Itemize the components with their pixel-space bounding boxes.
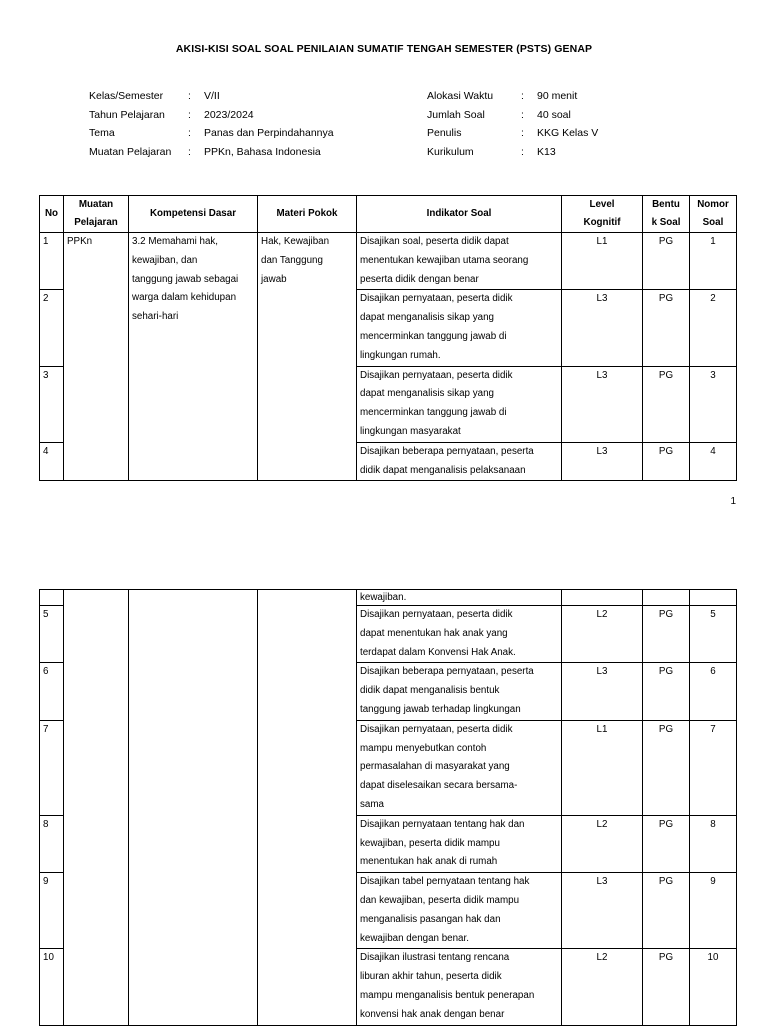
cell-no: 3: [40, 366, 64, 442]
table-row: [40, 233, 737, 290]
info-value: V/II: [204, 90, 220, 102]
info-value: K13: [537, 146, 556, 159]
cell-bentuk-soal: PG: [643, 663, 690, 720]
kisi-kisi-table-page-1: [39, 195, 737, 481]
table-header-row: [40, 196, 737, 233]
info-colon: :: [521, 127, 524, 140]
cell-bentuk-soal: [643, 590, 690, 606]
cell-level-kognitif: L2: [562, 606, 643, 663]
cell-muatan-pelajaran: PPKn: [64, 233, 129, 481]
info-row-kelas-semester: [89, 87, 334, 106]
cell-nomor-soal: 2: [690, 290, 737, 366]
cell-bentuk-soal: PG: [643, 366, 690, 442]
cell-no: 1: [40, 233, 64, 290]
cell-indikator-soal: Disajikan pernyataan, peserta didik mampu menyebutkan contoh permasalahan di masyarakat yang dapat diselesaikan secara bersama- sama: [357, 720, 562, 815]
info-row-tahun-pelajaran: [89, 106, 334, 125]
header-muatan-pelajaran: Muatan Pelajaran: [64, 196, 129, 233]
cell-bentuk-soal: PG: [643, 442, 690, 481]
table-row-continuation: [40, 590, 737, 606]
cell-indikator-soal: Disajikan beberapa pernyataan, peserta didik dapat menganalisis bentuk tanggung jawab terhadap lingkungan: [357, 663, 562, 720]
info-row-muatan-pelajaran: [89, 143, 334, 162]
page-title: AKISI-KISI SOAL SOAL PENILAIAN SUMATIF TENGAH SEMESTER (PSTS) GENAP: [175, 43, 593, 55]
info-colon: :: [188, 90, 191, 102]
cell-indikator-soal: Disajikan pernyataan, peserta didik dapat menganalisis sikap yang mencerminkan tanggung jawab di lingkungan masyarakat: [357, 366, 562, 442]
cell-bentuk-soal: PG: [643, 290, 690, 366]
cell-kompetensi-dasar: 3.2 Memahami hak, kewajiban, dan tanggung jawab sebagai warga dalam kehidupan sehari-hari: [129, 233, 258, 481]
cell-indikator-soal: Disajikan pernyataan, peserta didik dapat menganalisis sikap yang mencerminkan tanggung jawab di lingkungan rumah.: [357, 290, 562, 366]
info-colon: :: [521, 146, 524, 159]
info-value: 40 soal: [537, 108, 571, 121]
page-number: 1: [730, 496, 736, 507]
header-kompetensi-dasar: Kompetensi Dasar: [129, 196, 258, 233]
cell-indikator-soal: Disajikan tabel pernyataan tentang hak dan kewajiban, peserta didik mampu menganalisis pasangan hak dan kewajiban dengan benar.: [357, 873, 562, 949]
cell-indikator-soal: Disajikan pernyataan, peserta didik dapat menentukan hak anak yang terdapat dalam Konvensi Hak Anak.: [357, 606, 562, 663]
info-value: KKG Kelas V: [537, 127, 599, 140]
info-row-penulis: [427, 124, 598, 143]
info-row-tema: [89, 124, 334, 143]
info-row-jumlah-soal: [427, 106, 598, 125]
info-value: 90 menit: [537, 90, 578, 102]
info-label: Kurikulum: [427, 146, 474, 159]
cell-bentuk-soal: PG: [643, 815, 690, 872]
cell-kompetensi-dasar: [129, 590, 258, 1026]
header-nomor-soal: Nomor Soal: [690, 196, 737, 233]
cell-no: 10: [40, 949, 64, 1025]
cell-no: 6: [40, 663, 64, 720]
cell-level-kognitif: L3: [562, 442, 643, 481]
cell-level-kognitif: L3: [562, 663, 643, 720]
cell-no: 5: [40, 606, 64, 663]
cell-nomor-soal: 10: [690, 949, 737, 1025]
cell-no: 4: [40, 442, 64, 481]
cell-level-kognitif: L2: [562, 949, 643, 1025]
cell-nomor-soal: 9: [690, 873, 737, 949]
header-indikator-soal: Indikator Soal: [357, 196, 562, 233]
cell-level-kognitif: L2: [562, 815, 643, 872]
header-level-kognitif: Level Kognitif: [562, 196, 643, 233]
cell-bentuk-soal: PG: [643, 720, 690, 815]
info-colon: :: [521, 90, 524, 102]
info-value: 2023/2024: [204, 108, 254, 121]
cell-level-kognitif: L3: [562, 366, 643, 442]
info-label: Penulis: [427, 127, 462, 140]
cell-nomor-soal: 8: [690, 815, 737, 872]
cell-level-kognitif: L1: [562, 233, 643, 290]
cell-indikator-soal: Disajikan ilustrasi tentang rencana liburan akhir tahun, peserta didik mampu menganalisis bentuk penerapan konvensi hak anak dengan benar: [357, 949, 562, 1025]
cell-level-kognitif: L3: [562, 290, 643, 366]
cell-materi-pokok: [258, 590, 357, 1026]
cell-nomor-soal: 5: [690, 606, 737, 663]
info-colon: :: [188, 108, 191, 121]
cell-no: 8: [40, 815, 64, 872]
document-info-left: [89, 87, 334, 162]
cell-indikator-soal: Disajikan pernyataan tentang hak dan kewajiban, peserta didik mampu menentukan hak anak di rumah: [357, 815, 562, 872]
cell-indikator-soal: kewajiban.: [357, 590, 562, 606]
info-value: Panas dan Perpindahannya: [204, 127, 334, 140]
cell-level-kognitif: L3: [562, 873, 643, 949]
info-colon: :: [188, 146, 191, 159]
cell-materi-pokok: Hak, Kewajiban dan Tanggung jawab: [258, 233, 357, 481]
cell-indikator-soal: Disajikan soal, peserta didik dapat menentukan kewajiban utama seorang peserta didik dengan benar: [357, 233, 562, 290]
cell-nomor-soal: [690, 590, 737, 606]
cell-nomor-soal: 4: [690, 442, 737, 481]
cell-indikator-soal: Disajikan beberapa pernyataan, peserta didik dapat menganalisis pelaksanaan: [357, 442, 562, 481]
info-label: Jumlah Soal: [427, 108, 485, 121]
header-bentuk-soal: Bentu k Soal: [643, 196, 690, 233]
cell-bentuk-soal: PG: [643, 949, 690, 1025]
cell-nomor-soal: 7: [690, 720, 737, 815]
info-label: Tahun Pelajaran: [89, 108, 165, 121]
cell-level-kognitif: L1: [562, 720, 643, 815]
cell-bentuk-soal: PG: [643, 233, 690, 290]
info-label: Tema: [89, 127, 115, 140]
cell-nomor-soal: 6: [690, 663, 737, 720]
info-label: Alokasi Waktu: [427, 90, 494, 102]
header-no: No: [40, 196, 64, 233]
cell-no: [40, 590, 64, 606]
cell-bentuk-soal: PG: [643, 873, 690, 949]
info-label: Muatan Pelajaran: [89, 146, 172, 159]
cell-no: 7: [40, 720, 64, 815]
cell-no: 2: [40, 290, 64, 366]
kisi-kisi-table-page-2: [39, 589, 737, 1026]
cell-no: 9: [40, 873, 64, 949]
info-label: Kelas/Semester: [89, 90, 164, 102]
info-row-alokasi-waktu: [427, 87, 598, 106]
cell-level-kognitif: [562, 590, 643, 606]
header-materi-pokok: Materi Pokok: [258, 196, 357, 233]
info-colon: :: [521, 108, 524, 121]
info-row-kurikulum: [427, 143, 598, 162]
cell-nomor-soal: 1: [690, 233, 737, 290]
cell-bentuk-soal: PG: [643, 606, 690, 663]
info-colon: :: [188, 127, 191, 140]
document-info-right: [427, 87, 598, 162]
cell-nomor-soal: 3: [690, 366, 737, 442]
cell-muatan-pelajaran: [64, 590, 129, 1026]
info-value: PPKn, Bahasa Indonesia: [204, 146, 321, 159]
